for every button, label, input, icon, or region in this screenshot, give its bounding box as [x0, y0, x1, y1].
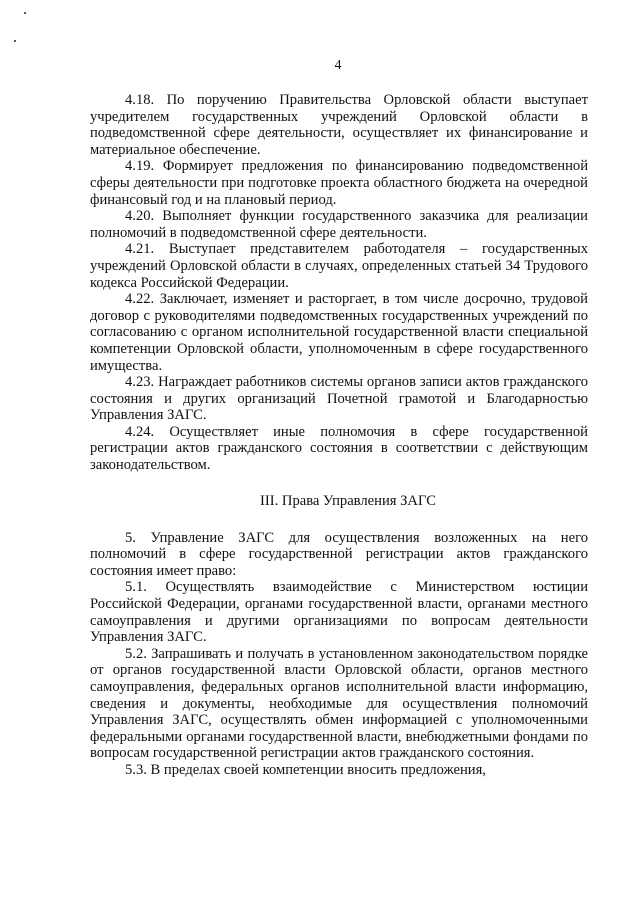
scan-speck	[24, 12, 26, 14]
section-heading: III. Права Управления ЗАГС	[260, 492, 436, 509]
paragraph-4-22: 4.22. Заключает, изменяет и расторгает, в том числе досрочно, трудовой договор с руководителями подведомственных государственных учреждений по согласованию с органом исполнительной государственной власти специальной компетенции Орловской области, уполномоченным в сфере государственного имущества.	[90, 291, 588, 374]
page-number: 4	[334, 58, 342, 73]
paragraph-4-23: 4.23. Награждает работников системы органов записи актов гражданского состояния и других организаций Почетной грамотой и Благодарностью Управления ЗАГС.	[90, 374, 588, 424]
paragraph-5-1: 5.1. Осуществлять взаимодействие с Министерством юстиции Российской Федерации, органами государственной власти, органами местного самоуправления и другими организациями по вопросам деятельности Управления ЗАГС.	[90, 579, 588, 646]
paragraph-5-3: 5.3. В пределах своей компетенции вносить предложения,	[125, 761, 486, 778]
paragraph-4-24: 4.24. Осуществляет иные полномочия в сфере государственной регистрации актов гражданского состояния в соответствии с действующим законодательством.	[90, 423, 588, 474]
document-body	[90, 92, 588, 779]
paragraph-4-19: 4.19. Формирует предложения по финансированию подведомственной сферы деятельности при подготовке проекта областного бюджета на очередной финансовый год и на плановый период.	[90, 158, 588, 208]
paragraph-5: 5. Управление ЗАГС для осуществления возложенных на него полномочий в сфере государственной регистрации актов гражданского состояния имеет право:	[90, 529, 588, 579]
paragraph-5-2: 5.2. Запрашивать и получать в установленном законодательством порядке от органов государственной власти Орловской области, органов местного самоуправления, федеральных органов исполнительной власти информацию, сведения и документы, необходимые для осуществления полномочий Управления ЗАГС, осуществлять обмен информацией с уполномоченными федеральными органами государственной власти, внебюджетными фондами по вопросам государственной регистрации актов гражданского состояния.	[90, 645, 588, 762]
scan-speck	[14, 40, 16, 42]
paragraph-4-20: 4.20. Выполняет функции государственного заказчика для реализации полномочий в подведомственной сфере деятельности.	[90, 208, 588, 241]
paragraph-4-21: 4.21. Выступает представителем работодателя – государственных учреждений Орловской области в случаях, определенных статьей 34 Трудового кодекса Российской Федерации.	[90, 241, 588, 291]
paragraph-4-18: 4.18. По поручению Правительства Орловской области выступает учредителем государственных учреждений Орловской области в подведомственной сфере деятельности, осуществляет их финансирование и материальное обеспечение.	[90, 92, 588, 158]
